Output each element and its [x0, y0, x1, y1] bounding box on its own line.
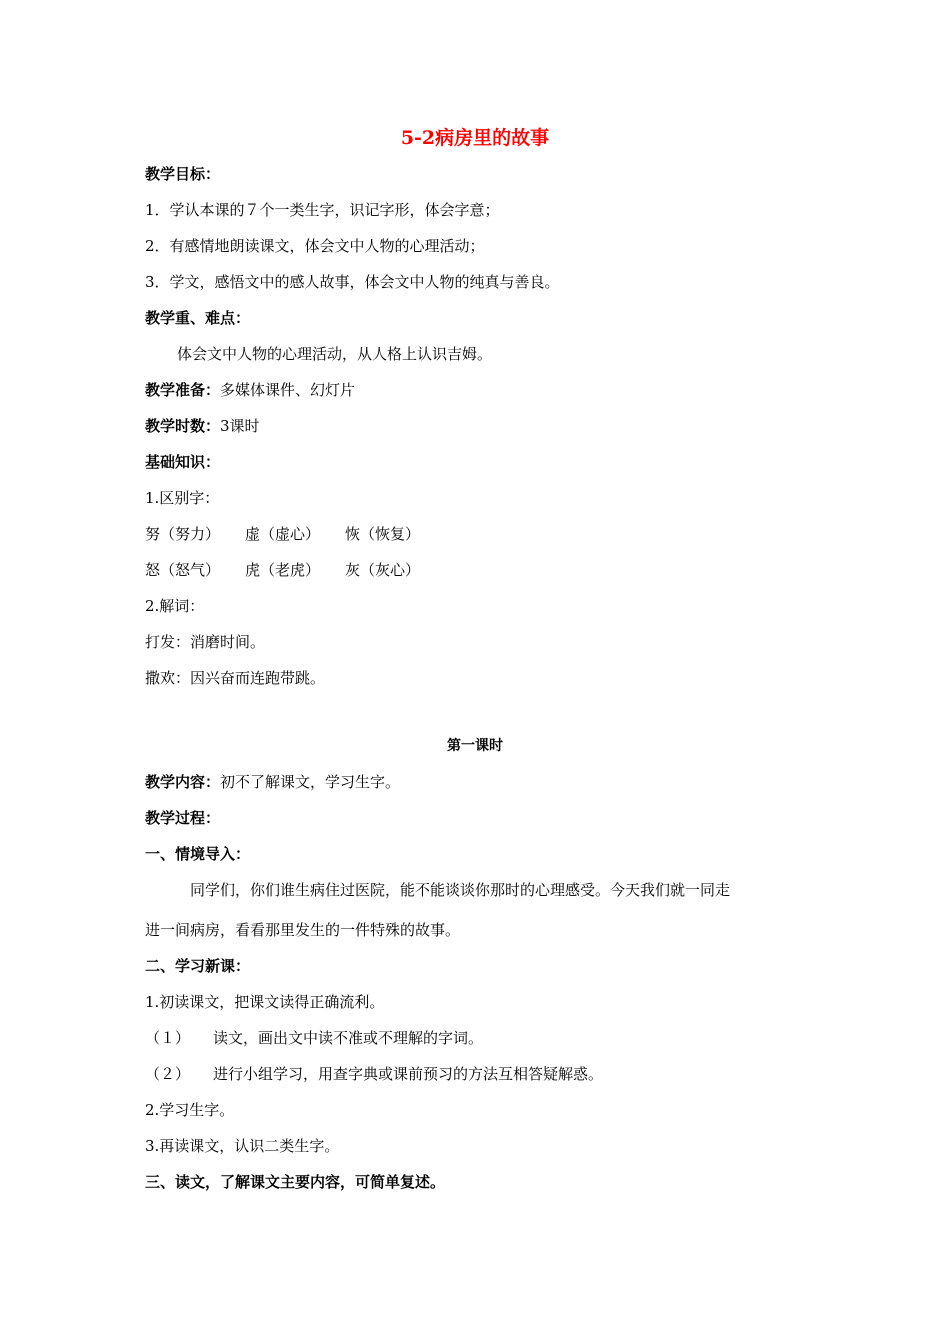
sub-step-number: （２）	[145, 1065, 191, 1083]
distinguish-row-1	[145, 524, 420, 544]
preparation-label: 教学准备：	[145, 381, 221, 399]
sub-step-number: （１）	[145, 1029, 191, 1047]
lesson-1-heading: 第一课时	[447, 738, 503, 754]
step-2: 2.学习生字。	[145, 1101, 235, 1119]
goals-heading: 教学目标：	[145, 165, 221, 183]
sub-step-text: 进行小组学习，用查字典或课前预习的方法互相答疑解惑。	[213, 1065, 604, 1083]
vocab-item	[145, 668, 325, 688]
distinguish-item: 灰（灰心）	[345, 561, 421, 579]
hours-line	[145, 416, 260, 436]
content-text: 初不了解课文，学习生字。	[220, 773, 401, 791]
vocab-item	[145, 632, 265, 652]
section-2-heading: 二、学习新课：	[145, 957, 251, 975]
goal-item-3: 3．学文，感悟文中的感人故事，体会文中人物的纯真与善良。	[145, 273, 560, 291]
distinguish-item: 努（努力）	[145, 525, 221, 543]
preparation-text: 多媒体课件、幻灯片	[220, 381, 356, 399]
distinguish-item: 怒（怒气）	[145, 561, 221, 579]
section-1-paragraph-line-1: 同学们，你们谁生病住过医院，能不能谈谈你那时的心理感受。今天我们就一同走	[190, 881, 731, 899]
vocab-heading: 2.解词：	[145, 597, 205, 615]
step-3: 3.再读课文，认识二类生字。	[145, 1137, 340, 1155]
distinguish-row-2	[145, 560, 420, 580]
distinguish-item: 恢（恢复）	[345, 525, 421, 543]
key-points-text: 体会文中人物的心理活动，从人格上认识吉姆。	[177, 345, 493, 363]
hours-text: 3课时	[220, 417, 260, 435]
content-line	[145, 772, 400, 792]
distinguish-item: 虚（虚心）	[245, 525, 321, 543]
sub-step-text: 读文，画出文中读不准或不理解的字词。	[213, 1029, 484, 1047]
hours-label: 教学时数：	[145, 417, 221, 435]
vocab-definition: 消磨时间。	[190, 633, 266, 651]
goal-item-2: 2．有感情地朗读课文，体会文中人物的心理活动；	[145, 237, 485, 255]
key-points-heading: 教学重、难点：	[145, 309, 251, 327]
distinguish-heading: 1.区别字：	[145, 489, 220, 507]
process-heading: 教学过程：	[145, 809, 221, 827]
section-3-heading: 三、读文，了解课文主要内容，可简单复述。	[145, 1173, 446, 1191]
preparation-line	[145, 380, 355, 400]
goal-item-1: 1．学认本课的７个一类生字，识记字形，体会字意；	[145, 201, 500, 219]
sub-step-2	[145, 1064, 603, 1084]
vocab-term: 打发：	[145, 633, 191, 651]
section-1-heading: 一、情境导入：	[145, 845, 251, 863]
basics-heading: 基础知识：	[145, 453, 221, 471]
content-label: 教学内容：	[145, 773, 221, 791]
step-1: 1.初读课文，把课文读得正确流利。	[145, 993, 385, 1011]
section-1-paragraph-line-2: 进一间病房，看看那里发生的一件特殊的故事。	[145, 921, 461, 939]
vocab-definition: 因兴奋而连跑带跳。	[190, 669, 326, 687]
vocab-term: 撒欢：	[145, 669, 191, 687]
document-title: 5-2病房里的故事	[400, 127, 550, 149]
distinguish-item: 虎（老虎）	[245, 561, 321, 579]
sub-step-1	[145, 1028, 483, 1048]
